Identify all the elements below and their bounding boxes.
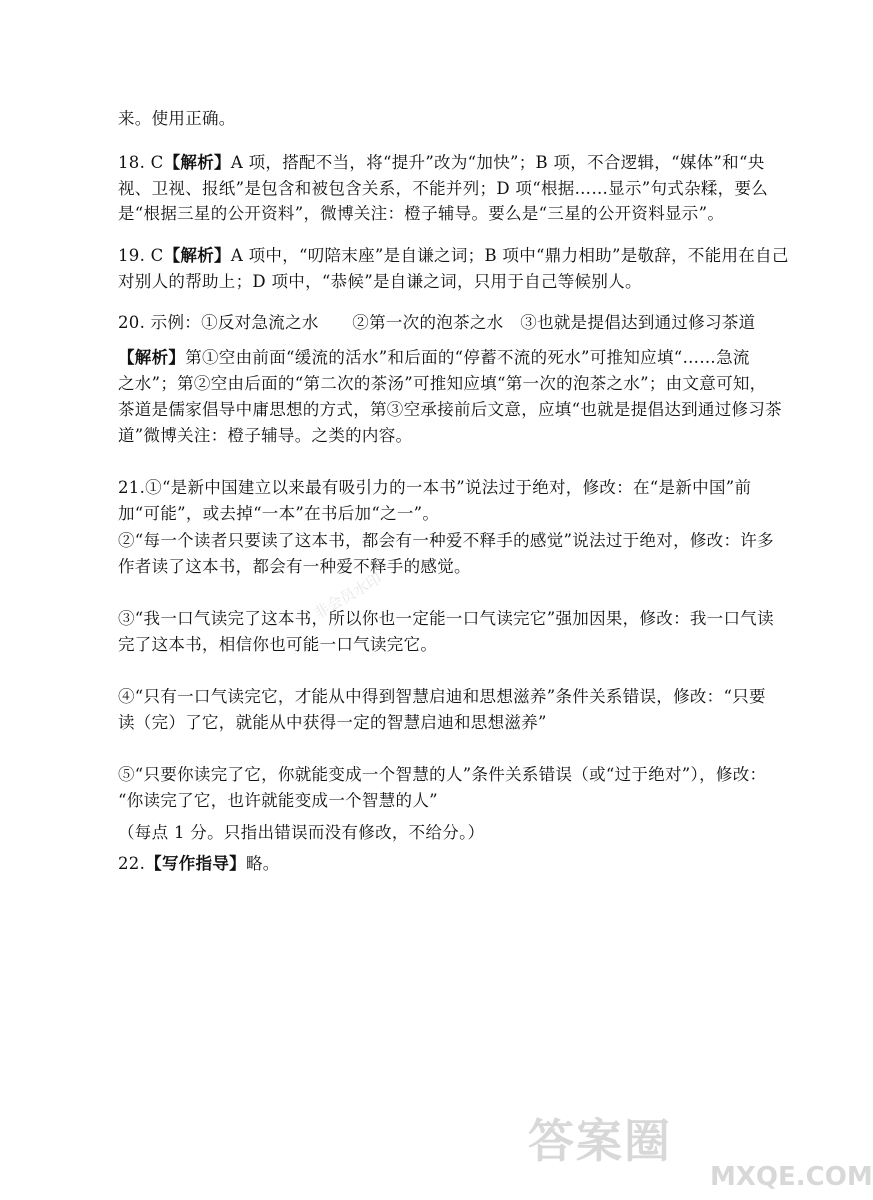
line-text: ④“只有一口气读完它，才能从中得到智慧启迪和思想滋养”条件关系错误，修改：“只要	[118, 687, 766, 706]
line-text: 20. 示例：①反对急流之水 ②第一次的泡茶之水 ③也就是提倡达到通过修习茶道	[118, 313, 756, 332]
text-line	[118, 634, 437, 656]
text-line	[118, 425, 412, 447]
item-number: 18. C	[118, 153, 164, 172]
text-line	[118, 312, 756, 334]
text-line	[118, 477, 751, 499]
text-line	[118, 764, 766, 786]
line-text: A 项中，“叨陪末座”是自谦之词；B 项中“鼎力相助”是敬辞，不能用在自己	[230, 246, 789, 265]
line-text: ⑤“只要你读完了它，你就能变成一个智慧的人”条件关系错误（或“过于绝对”），修改：	[118, 765, 767, 784]
line-text: 21.①“是新中国建立以来最有吸引力的一本书”说法过于绝对，修改：在“是新中国”前	[118, 478, 752, 497]
watermark-logo	[520, 1100, 873, 1200]
text-line	[118, 373, 766, 395]
line-text: 对别人的帮助上；D 项中，“恭候”是自谦之词，只用于自己等候别人。	[118, 272, 642, 291]
text-line	[118, 399, 782, 421]
line-text: 是“根据三星的公开资料”，微博关注：橙子辅导。要么是“三星的公开资料显示”。	[118, 204, 725, 223]
analysis-tag: 【解析】	[163, 153, 231, 172]
line-text: （每点 1 分。只指出错误而没有修改，不给分。）	[118, 823, 485, 842]
text-line	[118, 152, 765, 174]
text-line	[118, 790, 438, 812]
text-line	[118, 271, 642, 293]
line-text: 视、卫视、报纸”是包含和被包含关系，不能并列；D 项“根据……显示”句式杂糅，要么	[118, 179, 769, 198]
text-line	[118, 178, 768, 200]
faint-stamp: 非会员水印	[310, 569, 385, 623]
text-line	[118, 203, 724, 225]
line-text: ②“每一个读者只要读了这本书，都会有一种爱不释手的感觉”说法过于绝对，修改：许多	[118, 531, 774, 550]
text-line	[118, 686, 766, 708]
line-text: ③“我一口气读完了这本书，所以你也一定能一口气读完它”强加因果，修改：我一口气读	[118, 609, 774, 628]
line-text: 略。	[245, 854, 280, 873]
text-line	[118, 347, 750, 369]
line-text: 读（完）了它，就能从中获得一定的智慧启迪和思想滋养”	[118, 713, 547, 732]
text-line	[118, 712, 547, 734]
analysis-tag: 【解析】	[118, 348, 186, 367]
text-line	[118, 556, 471, 578]
line-text: 加“可能”，或去掉“一本”在书后加“之一”。	[118, 504, 440, 523]
text-line	[118, 245, 789, 267]
text-line	[118, 608, 774, 630]
line-text: 道”微博关注：橙子辅导。之类的内容。	[118, 426, 413, 445]
text-line	[118, 822, 484, 844]
line-text: 作者读了这本书，都会有一种爱不释手的感觉。	[118, 557, 471, 576]
watermark-en: MXQE.COM	[710, 1162, 873, 1192]
text-line	[118, 530, 774, 552]
line-text: 来。使用正确。	[118, 109, 236, 128]
line-text: 茶道是儒家倡导中庸思想的方式，第③空承接前后文意，应填“也就是提倡达到通过修习茶	[118, 400, 782, 419]
analysis-tag: 【解析】	[163, 246, 231, 265]
line-text: 之水”；第②空由后面的“第二次的茶汤”可推知应填“第一次的泡茶之水”；由文意可知，	[118, 374, 767, 393]
text-line	[118, 853, 280, 875]
line-text: 完了这本书，相信你也可能一口气读完它。	[118, 635, 438, 654]
watermark-zh: 答案圈	[528, 1114, 672, 1168]
text-line	[118, 108, 236, 130]
item-number: 19. C	[118, 246, 164, 265]
analysis-tag: 【写作指导】	[145, 854, 246, 873]
line-text: “你读完了它，也许就能变成一个智慧的人”	[118, 791, 438, 810]
line-text: A 项，搭配不当，将“提升”改为“加快”；B 项，不合逻辑，“媒体”和“央	[230, 153, 765, 172]
text-line	[118, 503, 439, 525]
item-number: 22.	[118, 854, 146, 873]
line-text: 第①空由前面“缓流的活水”和后面的“停蓄不流的死水”可推知应填“……急流	[185, 348, 750, 367]
